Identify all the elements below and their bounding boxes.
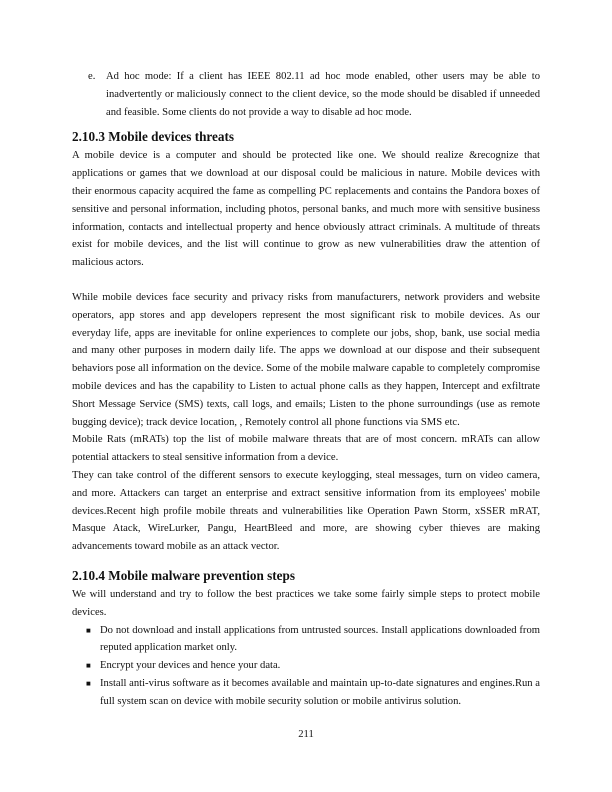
paragraph-mobile-device-intro: A mobile device is a computer and should be protected like one. We should realize &recognize that applications or games that we download at our disposal could be malicious in nature. Mobile devices with their enormous capacity acquired the fame as compelling PC replacements and contains the Pandora boxes of sensitive and personal information, including photos, personal banks, and much more with sensitive business information, contacts and intellectual property and hence obviously attract criminals. A multitude of threats exist for mobile devices, and the list will continue to grow as new vulnerabilities draw the attention of malicious actors. — [72, 150, 540, 269]
bullet-item-text: Install anti-virus software as it becomes available and maintain up-to-date signatures and engines.Run a full system scan on device with mobile security solution or mobile antivirus solution. — [100, 677, 540, 707]
bullet-square-icon: ■ — [86, 625, 91, 635]
paragraph-prevention-intro: We will understand and try to follow the best practices we take some fairly simple steps to protect mobile devices. — [72, 588, 540, 618]
paragraph-app-risks: While mobile devices face security and privacy risks from manufacturers, network providers and website operators, app stores and app developers represent the most significant risk to mobile devices. As our everyday life, apps are inevitable for online experiences to complete our jobs, shop, bank, use social media and many other purposes in modern daily life. The apps we download at our dispose and their subsequent behaviors pose all information on the device. Some of the mobile malware capable to completely compromise mobile devices and has the capability to Listen to actual phone calls as they happen, Intercept and exfiltrate Short Message Service (SMS) texts, call logs, and emails; Listen to the phone surroundings (use as remote bugging device); track device location, , Remotely control all phone functions via SMS etc. — [72, 291, 540, 428]
paragraph-spacer — [72, 272, 540, 289]
list-item-text: Ad hoc mode: If a client has IEEE 802.11 ad hoc mode enabled, other users may be able to inadvertently or maliciously connect to the client device, so the mode should be disabled if unneeded and feasible. Some clients do not provide a way to disable ad hoc mode. — [106, 71, 540, 118]
bullet-item-text: Do not download and install applications from untrusted sources. Install applications downloaded from reputed application market only. — [100, 624, 540, 654]
list-item-ad-hoc-mode — [88, 68, 540, 121]
bullet-item — [86, 657, 540, 675]
bullet-square-icon: ■ — [86, 678, 91, 688]
document-page — [72, 68, 540, 711]
page-number: 211 — [298, 729, 314, 740]
paragraph-attacker-capabilities: They can take control of the different sensors to execute keylogging, steal messages, turn on video camera, and more. Attackers can target an enterprise and extract sensitive information from its employees' mobile devices.Recent high profile mobile threats and vulnerabilities like Operation Pawn Storm, xSSER mRAT, Masque Atack, WireLurker, Pangu, HeartBleed and more, are showing cyber thieves are making advancements toward mobile as an attack vector. — [72, 469, 540, 553]
prevention-bullet-list — [72, 622, 540, 711]
list-marker: e. — [88, 71, 96, 82]
bullet-item-text: Encrypt your devices and hence your data. — [100, 660, 281, 672]
section-heading-mobile-threats: 2.10.3 Mobile devices threats — [72, 129, 235, 145]
bullet-item — [86, 622, 540, 658]
section-heading-prevention-steps: 2.10.4 Mobile malware prevention steps — [72, 567, 295, 583]
bullet-item — [86, 675, 540, 711]
bullet-square-icon: ■ — [86, 661, 91, 671]
paragraph-mrats: Mobile Rats (mRATs) top the list of mobile malware threats that are of most concern. mRATs can allow potential attackers to steal sensitive information from a device. — [72, 434, 540, 464]
